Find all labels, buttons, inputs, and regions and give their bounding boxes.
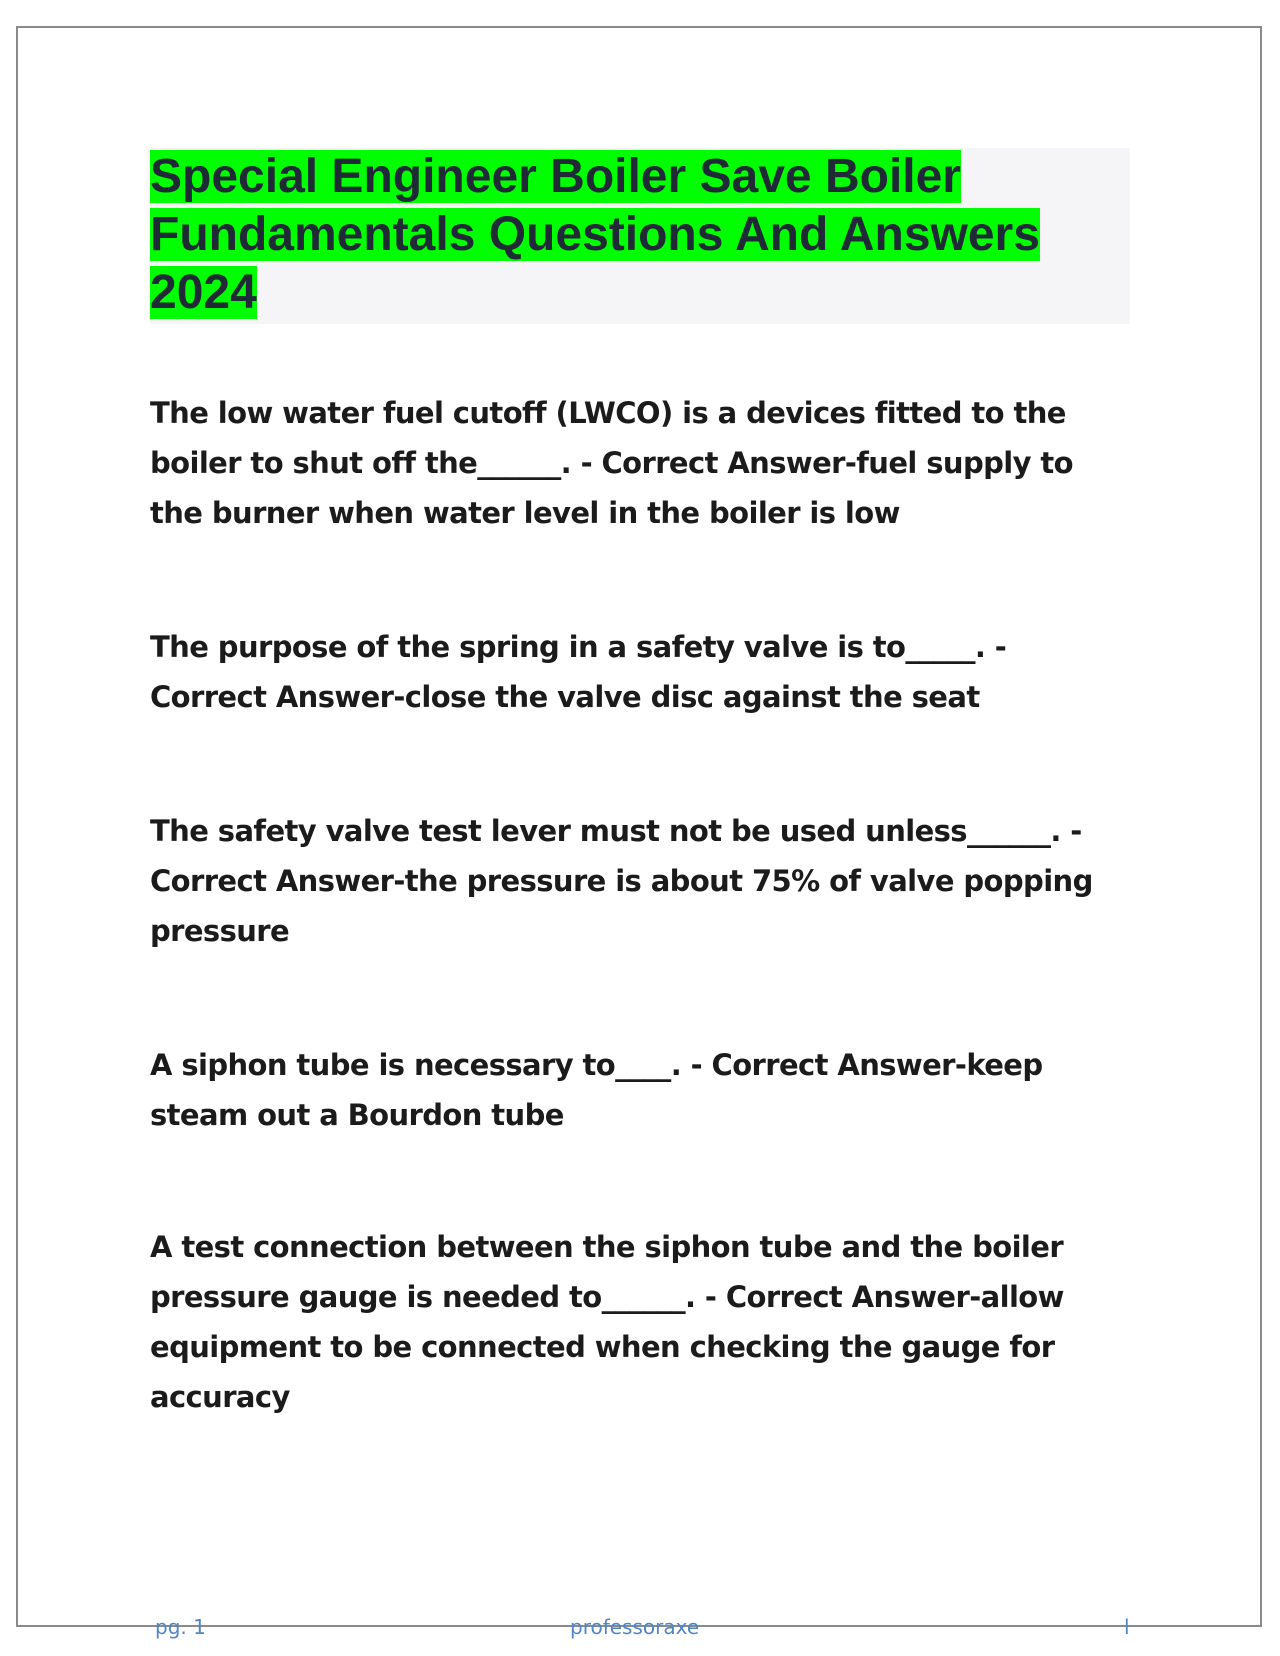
footer-author: professoraxe xyxy=(570,1615,700,1639)
title-block xyxy=(150,148,1130,324)
footer-page-number: pg. 1 xyxy=(155,1615,206,1639)
question-5: A test connection between the siphon tube and the boiler pressure gauge is needed to______. - Correct Answer-allow equipment to be connected when checking the gauge for accuracy xyxy=(150,1230,1064,1414)
footer-mark: l xyxy=(1124,1615,1130,1639)
document-title xyxy=(150,148,1130,322)
question-3: The safety valve test lever must not be used unless______. - Correct Answer-the pressure is about 75% of valve popping pressure xyxy=(150,814,1093,948)
question-1: The low water fuel cutoff (LWCO) is a devices fitted to the boiler to shut off the______. - Correct Answer-fuel supply to the burner when water level in the boiler is low xyxy=(150,396,1073,530)
question-4: A siphon tube is necessary to____. - Correct Answer-keep steam out a Bourdon tube xyxy=(150,1048,1043,1132)
question-2: The purpose of the spring in a safety valve is to_____. - Correct Answer-close the valve disc against the seat xyxy=(150,630,1007,714)
title-highlight: Special Engineer Boiler Save Boiler Fundamentals Questions And Answers 2024 xyxy=(150,150,1040,319)
